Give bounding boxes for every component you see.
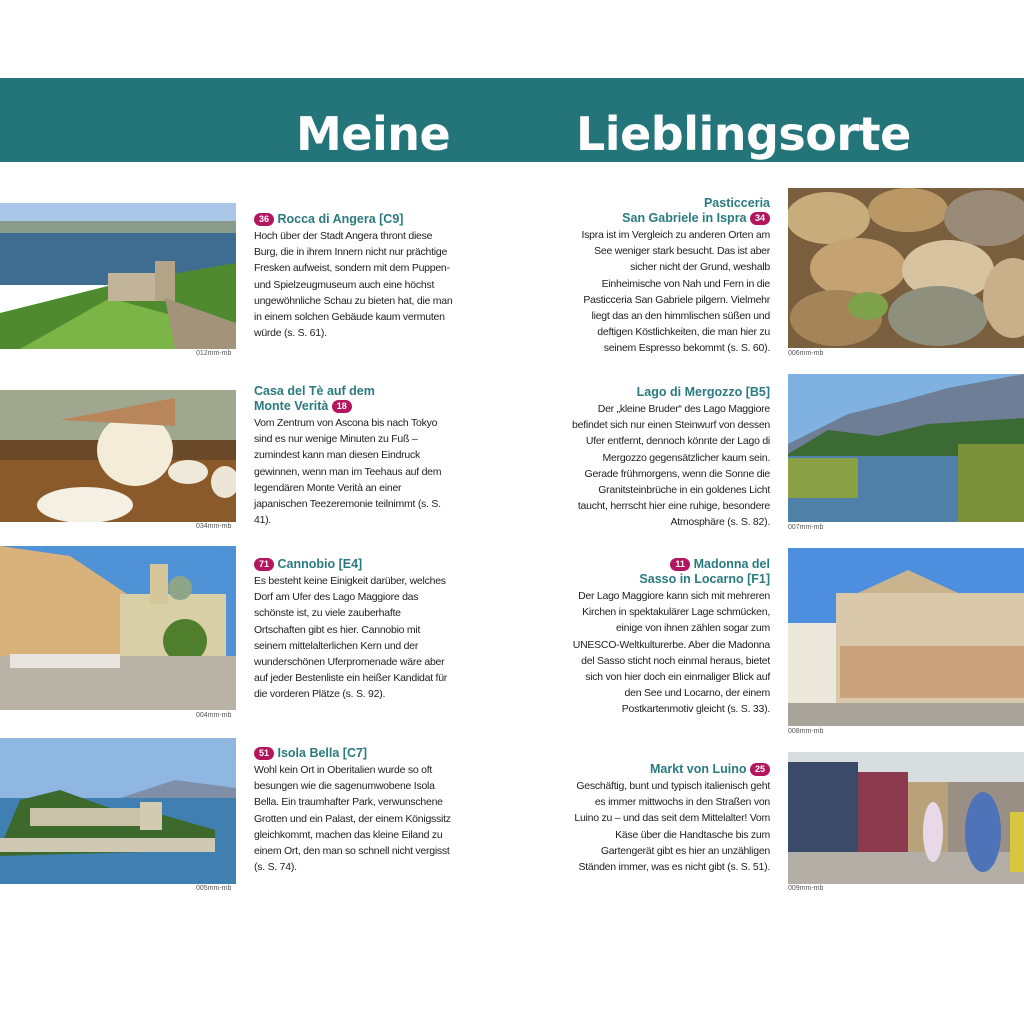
location-number-badge: 34 (750, 212, 770, 225)
location-number-badge: 51 (254, 747, 274, 760)
entry-description: Ispra ist im Vergleich zu anderen Orten am See weniger stark besucht. Das ist aber sicher nicht der Grund, weshalb Einheimische von Nah und Fern in die Pasticceria San Gabriele pilgern. Vielmehr liegt das an den himmlischen süßen und deftigen Köstlichkeiten, die man hier zu seinem Espresso bekommt (s. S. 60). (581, 229, 770, 355)
entry-description: Es besteht keine Einigkeit darüber, welches Dorf am Ufer des Lago Maggiore das schönste ist, zu viele zauberhafte Ortschaften gibt es hier. Cannobio mit seinem mittelalterlichen Kern und der wunderschönen Uferpromenade wäre aber auf jeder Bestenliste ein heißer Kandidat für die vorderen Plätze (s. S. 92). (254, 575, 448, 701)
entry-description: Geschäftig, bunt und typisch italienisch geht es immer mittwochs in den Straßen von Luino zu – und das seit dem Mittelalter! Vom Käse über die Handtasche bis zum Gartengerät gibt es hier an unzähligen Ständen immer, was es nicht gibt (s. S. 51). (574, 780, 770, 874)
entry-madonna-del-sasso (570, 557, 770, 718)
entry-markt-von-luino (570, 762, 770, 875)
entry-cannobio (254, 557, 454, 703)
entry-title: Pasticceria San Gabriele in Ispra 34 (622, 196, 770, 225)
entry-lago-di-mergozzo (570, 385, 770, 531)
entry-casa-del-te (254, 384, 454, 528)
location-number-badge: 18 (332, 400, 352, 413)
photo-casa-del-te (0, 390, 236, 522)
entry-title: 36 Rocca di Angera [C9] (254, 212, 454, 227)
location-number-badge: 25 (750, 763, 770, 776)
photo-markt-von-luino (788, 752, 1024, 884)
entry-title: Markt von Luino 25 (570, 762, 770, 777)
photo-isola-bella (0, 738, 236, 884)
header-title-word-2: Lieblingsorte (576, 107, 911, 161)
photo-credit: 009mm-mb (788, 885, 824, 892)
photo-rocca-di-angera (0, 203, 236, 349)
photo-credit: 008mm-mb (788, 728, 824, 735)
photo-credit: 034mm-mb (196, 523, 232, 530)
header-title-word-1: Meine (296, 107, 451, 161)
photo-lago-di-mergozzo (788, 374, 1024, 522)
entry-description: Der „kleine Bruder“ des Lago Maggiore befindet sich nur einen Steinwurf von dessen Ufer entfernt, dennoch könnte der Lago di Mergozzo gegensätzlicher kaum sein. Gerade frühmorgens, wenn die Sonne die Granitsteinbrüche in ein goldenes Licht taucht, herrscht hier eine ruhige, besondere Atmosphäre (s. S. 82). (572, 403, 770, 529)
entry-description: Wohl kein Ort in Oberitalien wurde so oft besungen wie die sagenumwobene Isola Bella. Ein traumhafter Park, verwunschene Grotten und ein Palast, der einem Königssitz gleichkommt, machen das kleine Eiland zu einem Ort, den man so schnell nicht vergisst (s. S. 74). (254, 764, 451, 874)
photo-pasticceria-san-gabriele (788, 188, 1024, 348)
photo-madonna-del-sasso (788, 548, 1024, 726)
photo-credit: 006mm-mb (788, 350, 824, 357)
photo-cannobio (0, 546, 236, 710)
entry-title: 51 Isola Bella [C7] (254, 746, 454, 761)
entry-title: 71 Cannobio [E4] (254, 557, 454, 572)
entry-description: Der Lago Maggiore kann sich mit mehreren Kirchen in spektakulärer Lage schmücken, einige von ihnen zählen sogar zum UNESCO-Weltkulturerbe. Aber die Madonna del Sasso sticht noch einmal heraus, bietet sich von hier doch ein einmaliger Blick auf den See und Locarno, der einem Postkartenmotiv gleicht (s. S. 33). (572, 590, 770, 716)
location-number-badge: 71 (254, 558, 274, 571)
entry-description: Vom Zentrum von Ascona bis nach Tokyo sind es nur wenige Minuten zu Fuß – zumindest kann man diesen Eindruck gewinnen, wenn man im Teehaus auf dem legendären Monte Verità an einer japanischen Teezeremonie teilnimmt (s. S. 41). (254, 417, 442, 527)
photo-credit: 004mm-mb (196, 712, 232, 719)
photo-credit: 005mm-mb (196, 885, 232, 892)
entry-title: 11 Madonna del Sasso in Locarno [F1] (639, 557, 770, 586)
entry-description: Hoch über der Stadt Angera thront diese Burg, die in ihrem Innern nicht nur prächtige Fresken aufweist, sondern mit dem Puppen- und Spielzeugmuseum auch eine höchst ungewöhnliche Schau zu bieten hat, die man in einem solchen Gebäude kaum vermuten würde (s. S. 61). (254, 230, 453, 340)
entry-rocca-di-angera (254, 212, 454, 341)
location-number-badge: 11 (670, 558, 690, 571)
entry-title: Casa del Tè auf dem Monte Verità 18 (254, 384, 375, 413)
entry-isola-bella (254, 746, 454, 875)
entry-title: Lago di Mergozzo [B5] (636, 385, 770, 399)
location-number-badge: 36 (254, 213, 274, 226)
photo-credit: 007mm-mb (788, 524, 824, 531)
entry-pasticceria-san-gabriele (570, 196, 770, 357)
photo-credit: 012mm-mb (196, 350, 232, 357)
